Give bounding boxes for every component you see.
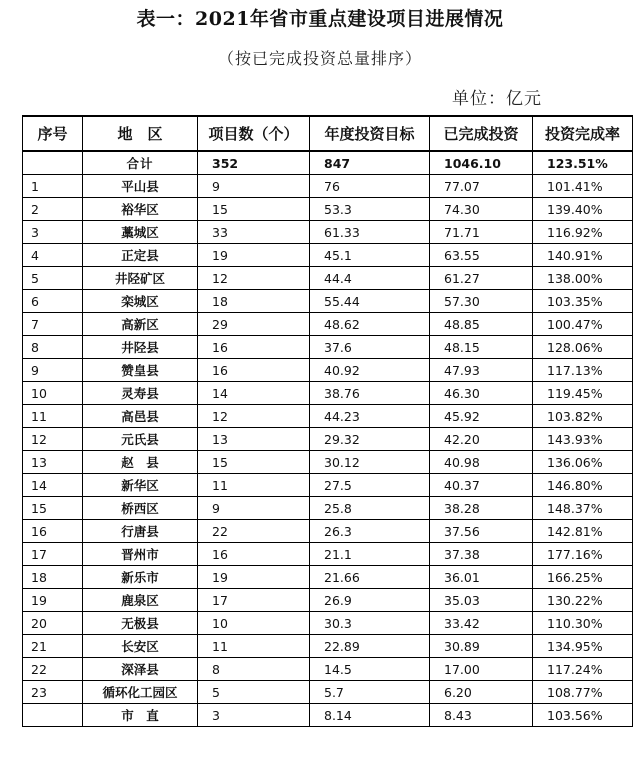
row-region: 行唐县 xyxy=(83,520,198,543)
total-target: 847 xyxy=(310,151,430,175)
row-projects: 22 xyxy=(198,520,310,543)
row-rate: 148.37% xyxy=(533,497,633,520)
row-target: 53.3 xyxy=(310,198,430,221)
row-projects: 5 xyxy=(198,681,310,704)
row-no: 15 xyxy=(23,497,83,520)
row-projects: 16 xyxy=(198,359,310,382)
table-row xyxy=(23,336,633,359)
row-rate: 116.92% xyxy=(533,221,633,244)
header-rate: 投资完成率 xyxy=(533,116,633,151)
table-row xyxy=(23,704,633,727)
table-row xyxy=(23,566,633,589)
row-region: 元氏县 xyxy=(83,428,198,451)
row-no: 23 xyxy=(23,681,83,704)
total-label: 合计 xyxy=(83,151,198,175)
row-done: 40.37 xyxy=(430,474,533,497)
row-target: 8.14 xyxy=(310,704,430,727)
row-no: 5 xyxy=(23,267,83,290)
row-projects: 33 xyxy=(198,221,310,244)
row-done: 45.92 xyxy=(430,405,533,428)
row-region: 高邑县 xyxy=(83,405,198,428)
row-rate: 101.41% xyxy=(533,175,633,198)
row-region: 藁城区 xyxy=(83,221,198,244)
row-rate: 108.77% xyxy=(533,681,633,704)
row-region: 鹿泉区 xyxy=(83,589,198,612)
row-region: 长安区 xyxy=(83,635,198,658)
row-done: 48.15 xyxy=(430,336,533,359)
row-no: 1 xyxy=(23,175,83,198)
table-row xyxy=(23,198,633,221)
row-projects: 12 xyxy=(198,267,310,290)
row-rate: 139.40% xyxy=(533,198,633,221)
row-projects: 8 xyxy=(198,658,310,681)
row-no: 7 xyxy=(23,313,83,336)
row-projects: 11 xyxy=(198,635,310,658)
row-target: 21.66 xyxy=(310,566,430,589)
row-projects: 9 xyxy=(198,497,310,520)
row-target: 55.44 xyxy=(310,290,430,313)
row-no: 20 xyxy=(23,612,83,635)
investment-table xyxy=(22,115,633,727)
table-row xyxy=(23,681,633,704)
row-done: 46.30 xyxy=(430,382,533,405)
row-region: 无极县 xyxy=(83,612,198,635)
row-no: 22 xyxy=(23,658,83,681)
row-done: 37.56 xyxy=(430,520,533,543)
row-rate: 103.56% xyxy=(533,704,633,727)
row-no: 12 xyxy=(23,428,83,451)
row-target: 30.3 xyxy=(310,612,430,635)
row-no: 4 xyxy=(23,244,83,267)
row-rate: 103.82% xyxy=(533,405,633,428)
row-done: 57.30 xyxy=(430,290,533,313)
total-row xyxy=(23,151,633,175)
table-row xyxy=(23,451,633,474)
row-rate: 128.06% xyxy=(533,336,633,359)
row-target: 48.62 xyxy=(310,313,430,336)
row-rate: 119.45% xyxy=(533,382,633,405)
row-target: 61.33 xyxy=(310,221,430,244)
row-target: 26.3 xyxy=(310,520,430,543)
row-region: 平山县 xyxy=(83,175,198,198)
row-projects: 29 xyxy=(198,313,310,336)
row-projects: 16 xyxy=(198,336,310,359)
row-done: 74.30 xyxy=(430,198,533,221)
row-target: 44.4 xyxy=(310,267,430,290)
table-row xyxy=(23,497,633,520)
row-target: 44.23 xyxy=(310,405,430,428)
row-region: 赵 县 xyxy=(83,451,198,474)
row-target: 26.9 xyxy=(310,589,430,612)
table-row xyxy=(23,474,633,497)
row-rate: 142.81% xyxy=(533,520,633,543)
row-region: 井陉矿区 xyxy=(83,267,198,290)
row-target: 37.6 xyxy=(310,336,430,359)
row-no: 21 xyxy=(23,635,83,658)
row-region: 赞皇县 xyxy=(83,359,198,382)
table-row xyxy=(23,428,633,451)
row-rate: 103.35% xyxy=(533,290,633,313)
table-row xyxy=(23,405,633,428)
row-no: 17 xyxy=(23,543,83,566)
row-region: 井陉县 xyxy=(83,336,198,359)
row-done: 6.20 xyxy=(430,681,533,704)
row-no: 6 xyxy=(23,290,83,313)
row-target: 29.32 xyxy=(310,428,430,451)
row-no: 11 xyxy=(23,405,83,428)
row-no: 14 xyxy=(23,474,83,497)
row-projects: 15 xyxy=(198,198,310,221)
row-no: 2 xyxy=(23,198,83,221)
row-done: 63.55 xyxy=(430,244,533,267)
row-no: 10 xyxy=(23,382,83,405)
table-header-row xyxy=(23,116,633,151)
row-target: 45.1 xyxy=(310,244,430,267)
row-projects: 11 xyxy=(198,474,310,497)
row-done: 37.38 xyxy=(430,543,533,566)
table-row xyxy=(23,290,633,313)
row-rate: 140.91% xyxy=(533,244,633,267)
row-region: 新华区 xyxy=(83,474,198,497)
row-done: 61.27 xyxy=(430,267,533,290)
row-region: 裕华区 xyxy=(83,198,198,221)
row-target: 21.1 xyxy=(310,543,430,566)
table-row xyxy=(23,543,633,566)
table-row xyxy=(23,175,633,198)
total-done: 1046.10 xyxy=(430,151,533,175)
table-row xyxy=(23,635,633,658)
row-done: 33.42 xyxy=(430,612,533,635)
row-rate: 136.06% xyxy=(533,451,633,474)
row-done: 47.93 xyxy=(430,359,533,382)
table-row xyxy=(23,612,633,635)
row-no xyxy=(23,704,83,727)
page-subtitle: （按已完成投资总量排序） xyxy=(217,49,422,68)
row-projects: 13 xyxy=(198,428,310,451)
table-row xyxy=(23,267,633,290)
row-region: 市 直 xyxy=(83,704,198,727)
row-rate: 146.80% xyxy=(533,474,633,497)
row-no: 8 xyxy=(23,336,83,359)
row-projects: 10 xyxy=(198,612,310,635)
row-rate: 130.22% xyxy=(533,589,633,612)
table-row xyxy=(23,359,633,382)
row-done: 48.85 xyxy=(430,313,533,336)
row-no: 3 xyxy=(23,221,83,244)
total-projects: 352 xyxy=(198,151,310,175)
row-done: 71.71 xyxy=(430,221,533,244)
row-target: 5.7 xyxy=(310,681,430,704)
row-done: 8.43 xyxy=(430,704,533,727)
row-region: 桥西区 xyxy=(83,497,198,520)
row-projects: 18 xyxy=(198,290,310,313)
row-no: 9 xyxy=(23,359,83,382)
row-region: 高新区 xyxy=(83,313,198,336)
row-projects: 17 xyxy=(198,589,310,612)
row-projects: 9 xyxy=(198,175,310,198)
header-no: 序号 xyxy=(23,116,83,151)
unit-label: 单位：亿元 xyxy=(452,89,542,109)
row-region: 晋州市 xyxy=(83,543,198,566)
row-rate: 138.00% xyxy=(533,267,633,290)
row-region: 灵寿县 xyxy=(83,382,198,405)
row-rate: 143.93% xyxy=(533,428,633,451)
row-no: 16 xyxy=(23,520,83,543)
row-done: 30.89 xyxy=(430,635,533,658)
row-region: 正定县 xyxy=(83,244,198,267)
row-target: 40.92 xyxy=(310,359,430,382)
row-projects: 15 xyxy=(198,451,310,474)
row-projects: 12 xyxy=(198,405,310,428)
row-target: 25.8 xyxy=(310,497,430,520)
row-projects: 14 xyxy=(198,382,310,405)
table-row xyxy=(23,382,633,405)
header-projects: 项目数（个） xyxy=(198,116,310,151)
row-rate: 117.13% xyxy=(533,359,633,382)
row-rate: 177.16% xyxy=(533,543,633,566)
row-no: 18 xyxy=(23,566,83,589)
total-no xyxy=(23,151,83,175)
row-done: 17.00 xyxy=(430,658,533,681)
row-region: 循环化工园区 xyxy=(83,681,198,704)
row-target: 76 xyxy=(310,175,430,198)
row-done: 36.01 xyxy=(430,566,533,589)
row-projects: 19 xyxy=(198,566,310,589)
row-target: 27.5 xyxy=(310,474,430,497)
table-row xyxy=(23,313,633,336)
row-region: 栾城区 xyxy=(83,290,198,313)
row-done: 42.20 xyxy=(430,428,533,451)
row-projects: 16 xyxy=(198,543,310,566)
row-target: 14.5 xyxy=(310,658,430,681)
row-rate: 100.47% xyxy=(533,313,633,336)
table-row xyxy=(23,658,633,681)
row-done: 35.03 xyxy=(430,589,533,612)
table-row xyxy=(23,589,633,612)
row-target: 30.12 xyxy=(310,451,430,474)
row-done: 77.07 xyxy=(430,175,533,198)
row-done: 38.28 xyxy=(430,497,533,520)
table-row xyxy=(23,244,633,267)
row-done: 40.98 xyxy=(430,451,533,474)
header-done: 已完成投资 xyxy=(430,116,533,151)
page-title: 表一：2021年省市重点建设项目进展情况 xyxy=(136,8,504,30)
row-no: 13 xyxy=(23,451,83,474)
row-target: 22.89 xyxy=(310,635,430,658)
table-row xyxy=(23,520,633,543)
row-projects: 19 xyxy=(198,244,310,267)
row-no: 19 xyxy=(23,589,83,612)
table-row xyxy=(23,221,633,244)
row-rate: 117.24% xyxy=(533,658,633,681)
total-rate: 123.51% xyxy=(533,151,633,175)
header-target: 年度投资目标 xyxy=(310,116,430,151)
row-region: 新乐市 xyxy=(83,566,198,589)
row-region: 深泽县 xyxy=(83,658,198,681)
row-rate: 110.30% xyxy=(533,612,633,635)
row-rate: 134.95% xyxy=(533,635,633,658)
row-target: 38.76 xyxy=(310,382,430,405)
row-rate: 166.25% xyxy=(533,566,633,589)
header-region: 地 区 xyxy=(83,116,198,151)
row-projects: 3 xyxy=(198,704,310,727)
